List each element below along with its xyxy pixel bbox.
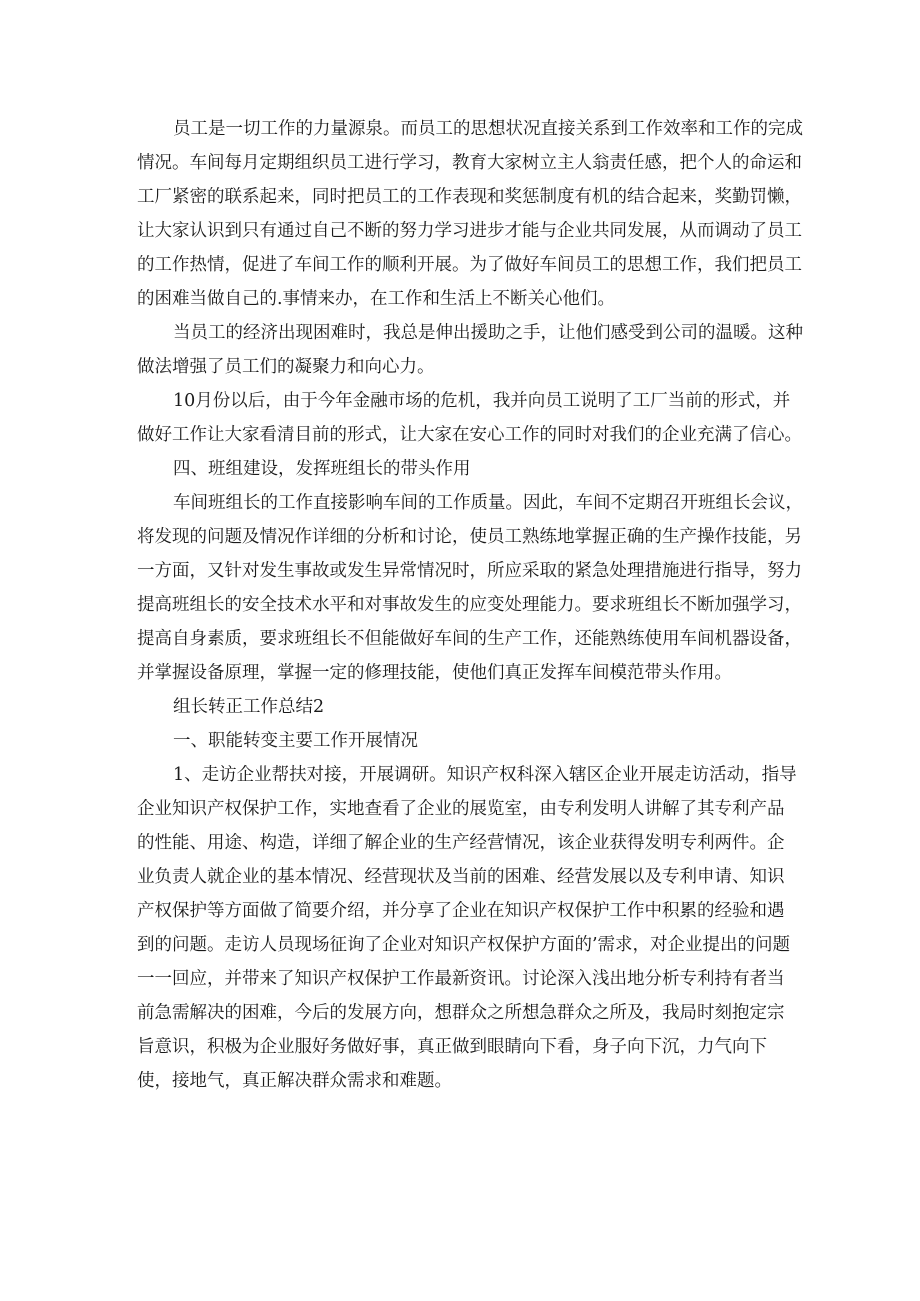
text-line: 一、职能转变主要工作开展情况 <box>173 731 418 751</box>
text-line: 10月份以后，由于今年金融市场的危机，我并向员工说明了工厂当前的形式，并 <box>173 391 791 411</box>
text-line: 一一回应，并带来了知识产权保护工作最新资讯。讨论深入浅出地分析专利持有者当 <box>137 969 785 989</box>
text-line: 情况。车间每月定期组织员工进行学习，教育大家树立主人翁责任感，把个人的命运和 <box>137 153 802 173</box>
text-line: 到的问题。走访人员现场征询了企业对知识产权保护方面的’需求，对企业提出的问题 <box>137 935 791 955</box>
text-line: 业负责人就企业的基本情况、经营现状及当前的困难、经营发展以及专利申请、知识 <box>137 867 785 887</box>
text-line: 让大家认识到只有通过自己不断的努力学习进步才能与企业共同发展，从而调动了员工 <box>137 221 802 241</box>
text-line: 做法增强了员工们的凝聚力和向心力。 <box>137 357 435 377</box>
text-line: 四、班组建设，发挥班组长的带头作用 <box>173 459 471 479</box>
text-line: 员工是一切工作的力量源泉。而员工的思想状况直接关系到工作效率和工作的完成 <box>173 119 803 139</box>
text-line: 提高自身素质，要求班组长不但能做好车间的生产工作，还能熟练使用车间机器设备， <box>137 629 802 649</box>
text-line: 将发现的问题及情况作详细的分析和讨论，使员工熟练地掌握正确的生产操作技能，另 <box>137 527 802 547</box>
text-line: 工厂紧密的联系起来，同时把员工的工作表现和奖惩制度有机的结合起来，奖勤罚懒， <box>137 187 802 207</box>
text-line: 使，接地气，真正解决群众需求和难题。 <box>137 1071 452 1091</box>
text-line: 的性能、用途、构造，详细了解企业的生产经营情况，该企业获得发明专利两件。企 <box>137 833 785 853</box>
text-line: 1、走访企业帮扶对接，开展调研。知识产权科深入辖区企业开展走访活动，指导 <box>173 765 797 785</box>
document-body <box>137 112 803 1098</box>
text-line: 并掌握设备原理，掌握一定的修理技能，使他们真正发挥车间模范带头作用。 <box>137 663 732 683</box>
text-line: 的工作热情，促进了车间工作的顺利开展。为了做好车间员工的思想工作，我们把员工 <box>137 255 802 275</box>
text-line: 做好工作让大家看清目前的形式，让大家在安心工作的同时对我们的企业充满了信心。 <box>137 425 802 445</box>
text-line: 组长转正工作总结2 <box>173 697 325 717</box>
text-line: 一方面，又针对发生事故或发生异常情况时，所应采取的紧急处理措施进行指导，努力 <box>137 561 802 581</box>
text-line: 前急需解决的困难，今后的发展方向，想群众之所想急群众之所及，我局时刻抱定宗 <box>137 1003 785 1023</box>
text-line: 旨意识，积极为企业服好务做好事，真正做到眼睛向下看，身子向下沉，力气向下 <box>137 1037 767 1057</box>
text-line: 产权保护等方面做了简要介绍，并分享了企业在知识产权保护工作中积累的经验和遇 <box>137 901 785 921</box>
text-line: 企业知识产权保护工作，实地查看了企业的展览室，由专利发明人讲解了其专利产品 <box>137 799 785 819</box>
text-line: 提高班组长的安全技术水平和对事故发生的应变处理能力。要求班组长不断加强学习， <box>137 595 802 615</box>
text-line: 当员工的经济出现困难时，我总是伸出援助之手，让他们感受到公司的温暖。这种 <box>173 323 803 343</box>
text-line: 的困难当做自己的.事情来办，在工作和生活上不断关心他们。 <box>137 289 616 309</box>
text-line: 车间班组长的工作直接影响车间的工作质量。因此，车间不定期召开班组长会议， <box>173 493 803 513</box>
